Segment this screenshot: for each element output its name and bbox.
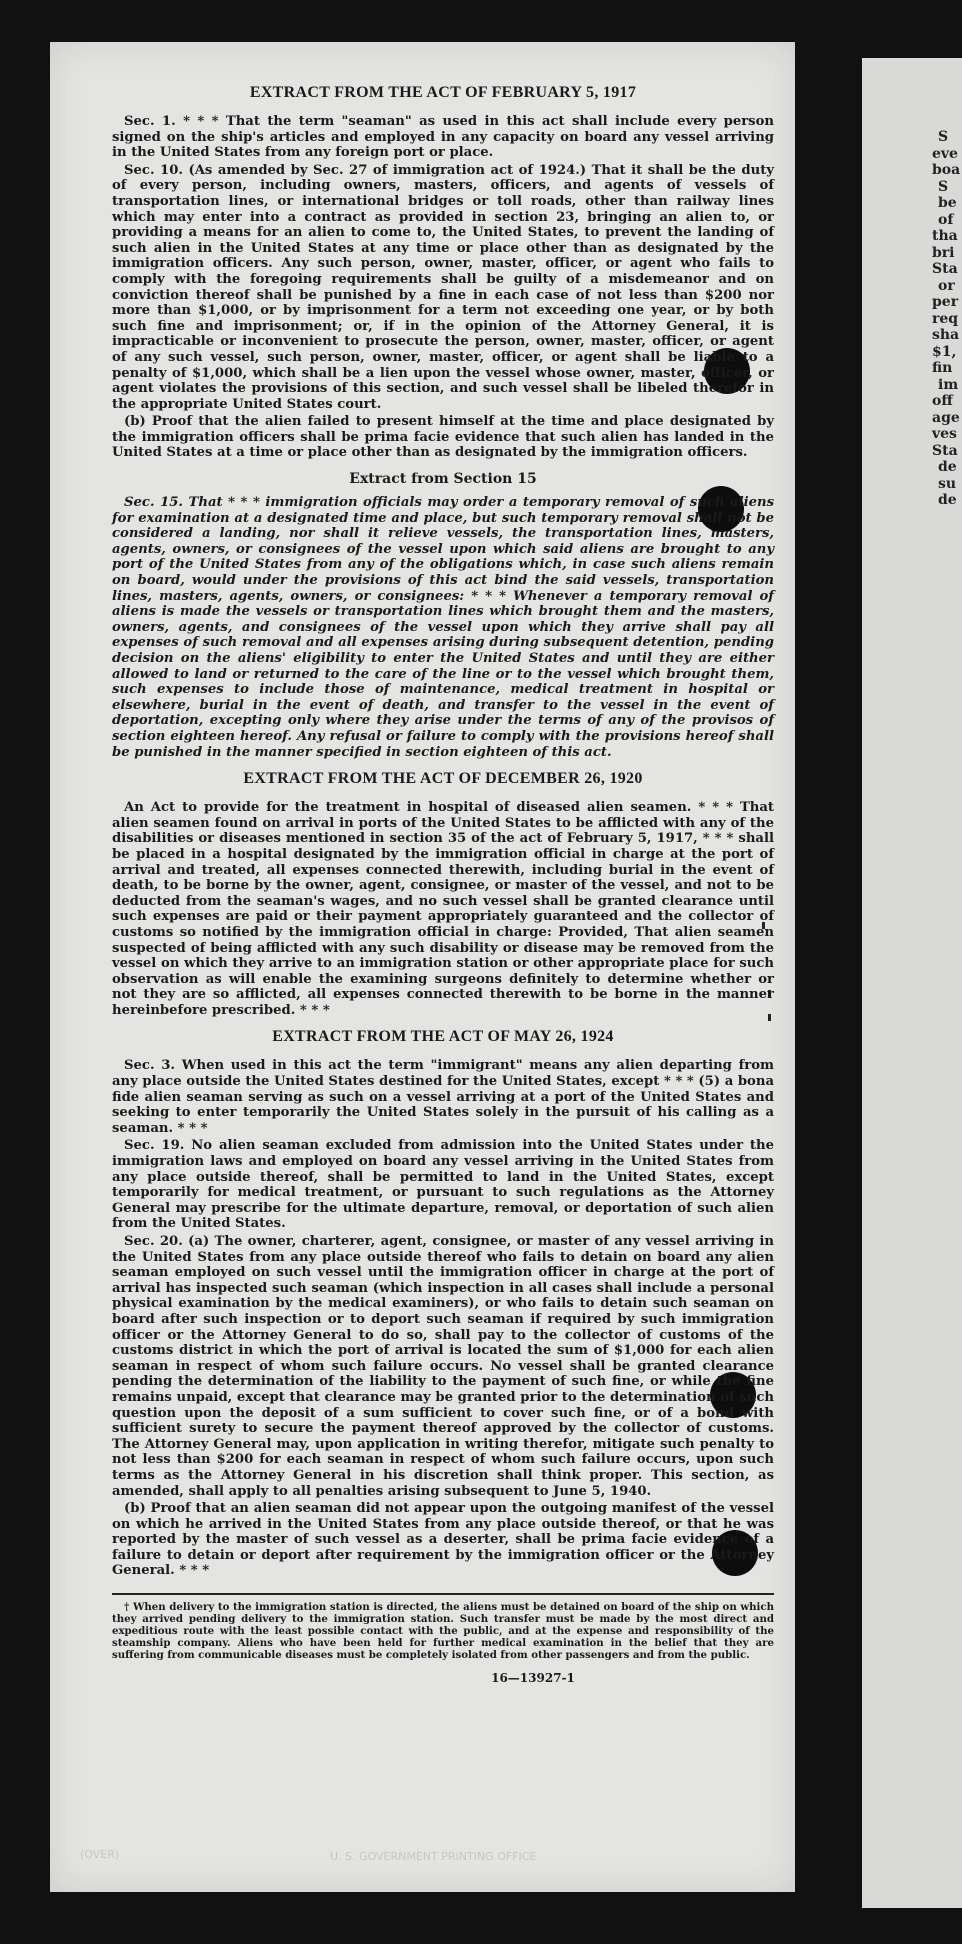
bleed-through-text: (OVER) <box>80 1848 120 1861</box>
edge-fragment: $1, <box>932 343 957 360</box>
edge-fragment: fin <box>932 360 953 376</box>
section-20a-text: Sec. 20. (a) The owner, charterer, agent, consignee, or master of any vessel arriving in the United States from any place outside thereof who fails to detain on board any alien seaman employed on such vessel until the immigration officer in charge at the port of arrival has inspected such seaman (which inspection in all cases shall include a personal physical examination by the medical examiners), or who fails to detain such seaman on board after such inspection or to deport such seaman if required by such immigration officer or the Attorney General to do so, shall pay to the collector of customs of the customs district in which the port of arrival is located the sum of $1,000 for each alien seaman in respect of whom such failure occurs. No vessel shall be granted clearance pending the determination of the liability to the payment of such fine, or while the fine remains unpaid, except that clearance may be granted prior to the determination of such question upon the deposit of a sum sufficient to cover such fine, or of a bond with sufficient surety to secure the payment thereof approved by the collector of customs. The Attorney General may, upon application in writing therefor, mitigate such penalty to not less than $200 for each seaman in respect of whom such failure occurs, upon such terms as the Attorney General in his discretion shall think proper. This section, as amended, shall apply to all penalties arising subsequent to June 5, 1940. <box>112 1234 774 1499</box>
edge-fragment: su <box>938 475 957 492</box>
edge-fragment: boa <box>932 162 961 178</box>
edge-fragment: be <box>938 195 957 211</box>
edge-fragment: sha <box>932 327 960 343</box>
heading-section-15: Extract from Section 15 <box>349 471 537 488</box>
document-body <box>112 84 774 1685</box>
edge-fragment: ves <box>932 426 957 442</box>
edge-fragment: or <box>938 277 955 294</box>
edge-fragment: de <box>938 492 957 508</box>
section-10-text: Sec. 10. (As amended by Sec. 27 of immigration act of 1924.) That it shall be the duty of every person, including owners, masters, officers, and agents of vessels of transportation lines, or international bridges or toll roads, other than railway lines which may enter into a contract as provided in section 23, bringing an alien to, or providing a means for an alien to come to, the United States, to prevent the landing of such alien in the United States at any time or place other than as designated by the immigration officers. Any such person, owner, master, officer, or agent who fails to comply with the foregoing requirements shall be guilty of a misdemeanor and on conviction thereof shall be punished by a fine in each case of not less than $200 nor more than $1,000, or by imprisonment for a term not exceeding one year, or by both such fine and imprisonment; or, if in the opinion of the Attorney General, it is impracticable or inconvenient to prosecute the person, owner, master, officer, or agent of any such vessel, such person, owner, master, officer, or agent shall be liable to a penalty of $1,000, which shall be a lien upon the vessel whose owner, master, officer, or agent violates the provisions of this section, and such vessel shall be libeled therefor in the appropriate United States court. <box>112 162 774 412</box>
adjacent-page-edge <box>862 58 962 1908</box>
section-15-text: Sec. 15. That * * * immigration officials may order a temporary removal of such aliens for examination at a designated time and place, but such temporary removal shall not be considered a landing, nor shall it relieve vessels, the transportation lines, masters, agents, owners, or consignees of the vessel upon which said aliens are brought to any port of the United States from any of the obligations which, in case such aliens remain on board, would under the provisions of this act bind the said vessels, transportation lines, masters, agents, owners, or consignees: * * * Whenever a temporary removal of aliens is made the vessels or transportation lines which brought them and the masters, owners, agents, and consignees of the vessel upon which they arrive shall pay all expenses of such removal and all expenses arising during subsequent detention, pending decision on the aliens' eligibility to enter the United States and until they are either allowed to land or returned to the care of the line or to the vessel which brought them, such expenses to include those of maintenance, medical treatment in hospital or elsewhere, burial in the event of death, and transfer to the vessel in the event of deportation, excepting only where they arise under the terms of any of the provisos of section eighteen hereof. Any refusal or failure to comply with the provisions hereof shall be punished in the manner specified in section eighteen of this act. <box>112 495 774 760</box>
edge-fragment: tha <box>932 228 958 244</box>
edge-fragment: req <box>932 310 959 327</box>
edge-fragment: eve <box>932 145 958 162</box>
document-page <box>50 42 795 1892</box>
edge-fragment: im <box>938 376 959 393</box>
heading-act-1920: EXTRACT FROM THE ACT OF DECEMBER 26, 1920 <box>243 770 643 788</box>
edge-fragment: per <box>932 294 959 310</box>
act-1920-text: An Act to provide for the treatment in hospital of diseased alien seamen. * * * That alien seamen found on arrival in ports of the United States to be afflicted with any of the disabilities or diseases mentioned in section 35 of the act of February 5, 1917, * * * shall be placed in a hospital designated by the immigration official in charge at the port of arrival and treated, all expenses connected therewith, including burial in the event of death, to be borne by the owner, agent, consignee, or master of the vessel, and not to be deducted from the seaman's wages, and no such vessel shall be granted clearance until such expenses are paid or their payment appropriately guaranteed and the collector of customs so notified by the immigration official in charge: Provided, That alien seamen suspected of being afflicted with any such disability or disease may be removed from the vessel on which they arrive to an immigration station or other appropriate place for such observation as will enable the examining surgeons definitely to determine whether or not they are so afflicted, all expenses connected therewith to be borne in the manner hereinbefore prescribed. * * * <box>112 800 774 1018</box>
edge-fragment: off <box>932 393 953 409</box>
edge-fragment: bri <box>932 244 955 261</box>
edge-fragment: S <box>938 129 949 145</box>
heading-act-1924: EXTRACT FROM THE ACT OF MAY 26, 1924 <box>272 1028 614 1046</box>
footnote-divider <box>112 1593 774 1595</box>
edge-fragment: of <box>938 211 954 228</box>
footnote: † When delivery to the immigration station is directed, the aliens must be detained on board of the ship on which they arrived pending delivery to the immigration station. Such transfer must be made by the most direct and expeditious route with the least possible contact with the public, and at the expense and responsibility of the steamship company. Aliens who have been held for further medical examination in the belief that they are suffering from communicable diseases must be completely isolated from other passengers and from the public. <box>112 1601 774 1662</box>
section-1-text: Sec. 1. * * * That the term "seaman" as used in this act shall include every person signed on the ship's articles and employed in any capacity on board any vessel arriving in the United States from any foreign port or place. <box>112 114 774 161</box>
edge-fragment: S <box>938 178 949 195</box>
section-10b-text: (b) Proof that the alien failed to present himself at the time and place designated by the immigration officers shall be prima facie evidence that such alien has landed in the United States at a time or place other than as designated by the immigration officers. <box>112 414 774 461</box>
edge-fragment: age <box>932 409 960 426</box>
section-20b-text: (b) Proof that an alien seaman did not appear upon the outgoing manifest of the vessel on which he arrived in the United States from any place outside thereof, or that he was reported by the master of such vessel as a deserter, shall be prima facie evidence of a failure to detain or deport after requirement by the immigration officer or the Attorney General. * * * <box>112 1501 774 1579</box>
edge-fragment: Sta <box>932 261 958 277</box>
edge-fragment: Sta <box>932 442 958 459</box>
heading-act-1917: EXTRACT FROM THE ACT OF FEBRUARY 5, 1917 <box>249 84 637 101</box>
section-3-text: Sec. 3. When used in this act the term "immigrant" means any alien departing from any place outside the United States destined for the United States, except * * * (5) a bona fide alien seaman serving as such on a vessel arriving at a port of the United States and seeking to enter temporarily the United States solely in the pursuit of his calling as a seaman. * * * <box>112 1058 774 1136</box>
edge-fragment: de <box>938 459 957 475</box>
form-code: 16—13927-1 <box>491 1671 575 1686</box>
bleed-through-text: U. S. GOVERNMENT PRINTING OFFICE <box>330 1850 537 1863</box>
section-19-text: Sec. 19. No alien seaman excluded from admission into the United States under the immigration laws and employed on board any vessel arriving in the United States from any place outside thereof, shall be permitted to land in the United States, except temporarily for medical treatment, or pursuant to such regulations as the Attorney General may prescribe for the ultimate departure, removal, or deportation of such alien from the United States. <box>112 1138 774 1232</box>
